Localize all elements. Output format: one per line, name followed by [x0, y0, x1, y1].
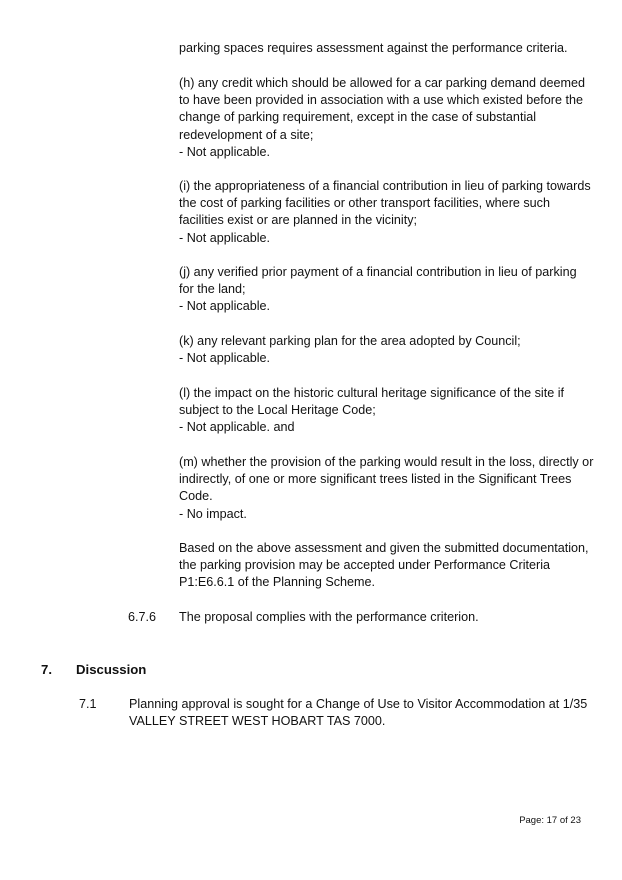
criterion-l	[179, 385, 584, 437]
criterion-m-line-2: indirectly, of one or more significant trees listed in the Significant Trees	[179, 472, 572, 487]
assessment-line-3: P1:E6.6.1 of the Planning Scheme.	[179, 575, 376, 590]
criterion-l-line-1: (l) the impact on the historic cultural heritage significance of the site if	[179, 386, 564, 400]
criterion-m-line-1: (m) whether the provision of the parking would result in the loss, directly or	[179, 455, 594, 469]
clause-676-line: The proposal complies with the performance criterion.	[179, 610, 479, 624]
section-7-number: 7.	[41, 662, 52, 677]
criterion-k-response: - Not applicable.	[179, 351, 271, 366]
assessment-line-1: Based on the above assessment and given the submitted documentation,	[179, 541, 589, 555]
clause-676-text	[179, 609, 584, 626]
clause-71-line-1: Planning approval is sought for a Change of Use to Visitor Accommodation at 1/35	[129, 697, 588, 711]
criterion-m-line-3: Code.	[179, 489, 213, 504]
clause-676-number: 6.7.6	[128, 610, 157, 624]
criterion-h-line-4: redevelopment of a site;	[179, 127, 314, 142]
criterion-j	[179, 264, 584, 316]
assessment-paragraph	[179, 540, 589, 592]
criterion-h	[179, 75, 584, 161]
criterion-i	[179, 178, 591, 247]
intro-paragraph	[179, 40, 584, 57]
criterion-k	[179, 333, 584, 367]
criterion-h-line-1: (h) any credit which should be allowed for a car parking demand deemed	[179, 76, 586, 90]
criterion-h-line-2: to have been provided in association with a use which existed before the	[179, 93, 583, 108]
criterion-i-line-3: facilities exist or are planned in the vicinity;	[179, 213, 417, 228]
clause-71-text	[129, 696, 589, 730]
criterion-j-response: - Not applicable.	[179, 299, 271, 314]
criterion-l-response: - Not applicable. and	[179, 420, 295, 435]
criterion-h-line-3: change of parking requirement, except in the case of substantial	[179, 110, 537, 125]
intro-line: parking spaces requires assessment against the performance criteria.	[179, 41, 568, 55]
criterion-i-line-2: the cost of parking facilities or other transport facilities, where such	[179, 196, 550, 211]
criterion-m-response: - No impact.	[179, 506, 247, 521]
section-7-title: Discussion	[76, 662, 147, 677]
criterion-j-line-2: for the land;	[179, 282, 246, 297]
clause-71-line-2: VALLEY STREET WEST HOBART TAS 7000.	[129, 714, 386, 729]
criterion-m	[179, 454, 594, 523]
criterion-h-response: - Not applicable.	[179, 144, 271, 159]
criterion-l-line-2: subject to the Local Heritage Code;	[179, 403, 376, 418]
page-number: Page: 17 of 23	[519, 815, 581, 826]
criterion-k-line-1: (k) any relevant parking plan for the area adopted by Council;	[179, 334, 521, 348]
criterion-i-line-1: (i) the appropriateness of a financial contribution in lieu of parking towards	[179, 179, 591, 193]
criterion-i-response: - Not applicable.	[179, 230, 271, 245]
clause-71-number: 7.1	[79, 697, 97, 711]
assessment-line-2: the parking provision may be accepted under Performance Criteria	[179, 558, 551, 573]
criterion-j-line-1: (j) any verified prior payment of a financial contribution in lieu of parking	[179, 265, 577, 279]
